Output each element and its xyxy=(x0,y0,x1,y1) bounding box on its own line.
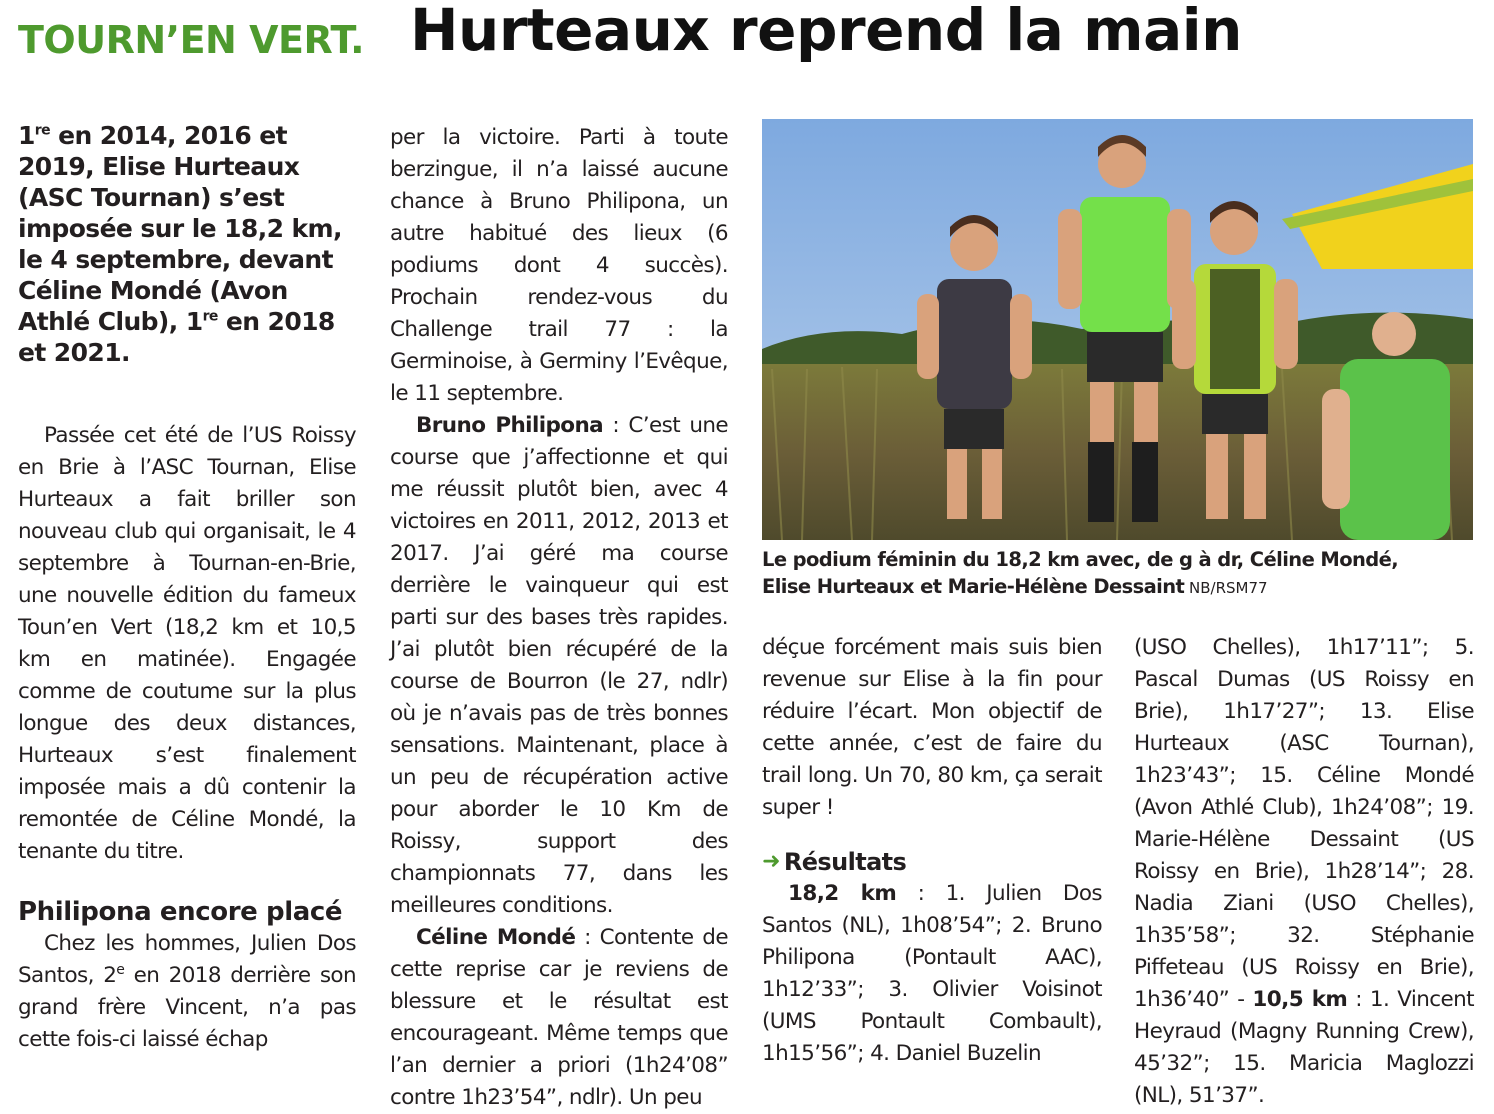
quote-celine-monde: Céline Mondé : Contente de cette reprise car je reviens de blessure et le résultat est encourageant. Même temps que l’an dernier a priori (1h24’08” contre 1h23’54”, ndlr). Un peu xyxy=(390,925,728,1110)
podium-photo-image xyxy=(762,119,1473,540)
photo-caption: Le podium féminin du 18,2 km avec, de g à dr, Céline Mondé, Elise Hurteaux et Marie-Hélène Dessaint NB/RSM77 xyxy=(762,548,1399,598)
quote-bruno-philipona: Bruno Philipona : C’est une course que j’affectionne et qui me réussit plutôt bien, avec 4 victoires en 2011, 2012, 2013 et 2017. J’ai géré ma course derrière le vainqueur qui est parti sur des bases très rapides. J’ai plutôt bien récupéré de la course de Bourron (le 27, ndlr) où je n’avais pas de très bonnes sensations. Maintenant, place à un peu de récupération active pour aborder le 10 Km de Roissy, support des championnats 77, dans les meilleures conditions. xyxy=(390,413,728,918)
photo-credit: NB/RSM77 xyxy=(1184,579,1268,597)
results-heading: ➜ Résultats xyxy=(762,848,907,876)
body-paragraph-1: Passée cet été de l’US Roissy en Brie à l’ASC Tournan, Elise Hurteaux a fait briller son nouveau club qui organisait, le 4 septembre à Tournan-en-Brie, une nouvelle édition du fameux Toun’en Vert (18,2 km et 10,5 km en matinée). Engagée comme de coutume sur la plus longue des deux distances, Hurteaux s’est finalement imposée mais a dû contenir la remontée de Céline Mondé, la tenante du titre. xyxy=(18,423,356,864)
podium-photo xyxy=(762,119,1473,540)
results-continuation: (USO Chelles), 1h17’11”; 5. Pascal Dumas (US Roissy en Brie), 1h17’27”; 13. Elise Hurteaux (ASC Tournan), 1h23’43”; 15. Céline Mondé (Avon Athlé Club), 1h24’08”; 19. Marie-Hélène Dessaint (US Roissy en Brie), 1h28’14”; 28. Nadia Ziani (USO Chelles), 1h35’58”; 32. Stéphanie Piffeteau (US Roissy en Brie), 1h36’40” - 10,5 km : 1. Vincent Heyraud (Magny Running Crew), 45’32”; 15. Maricia Maglozzi (NL), 51’37”. xyxy=(1134,635,1474,1108)
body-paragraph-2: Chez les hommes, Julien Dos Santos, 2e en 2018 derrière son grand frère Vincent, n’a pas cette fois-ci laissé échap xyxy=(18,931,356,1052)
chapo: 1re en 2014, 2016 et 2019, Elise Hurteaux (ASC Tournan) s’est imposée sur le 18,2 km, le 4 septembre, devant Céline Mondé (Avon Athlé Club), 1re en 2018 et 2021. xyxy=(18,121,342,367)
column-2 xyxy=(390,122,728,1114)
right-arrow-icon: ➜ xyxy=(762,849,780,874)
column-1 xyxy=(18,120,356,1056)
subheading: Philipona encore placé xyxy=(18,897,343,927)
body-continuation: per la victoire. Parti à toute berzingue, il n’a laissé aucune chance à Bruno Philipona, un autre habitué des lieux (6 podiums dont 4 succès). Prochain rendez-vous du Challenge trail 77 : la Germinoise, à Germiny l’Evêque, le 11 septembre. xyxy=(390,125,728,406)
article-title: Hurteaux reprend la main xyxy=(410,0,1242,64)
column-3 xyxy=(762,632,1102,1070)
results-18km: 18,2 km : 1. Julien Dos Santos (NL), 1h08’54”; 2. Bruno Philipona (Pontault AAC), 1h12’33”; 3. Olivier Voisinot (UMS Pontault Combault), 1h15’56”; 4. Daniel Buzelin xyxy=(762,881,1102,1066)
column-4 xyxy=(1134,632,1474,1112)
quote-continuation: déçue forcément mais suis bien revenue sur Elise à la fin pour réduire l’écart. Mon objectif de cette année, c’est de faire du trail long. Un 70, 80 km, ça serait super ! xyxy=(762,635,1102,820)
kicker: TOURN’EN VERT. xyxy=(18,18,365,62)
